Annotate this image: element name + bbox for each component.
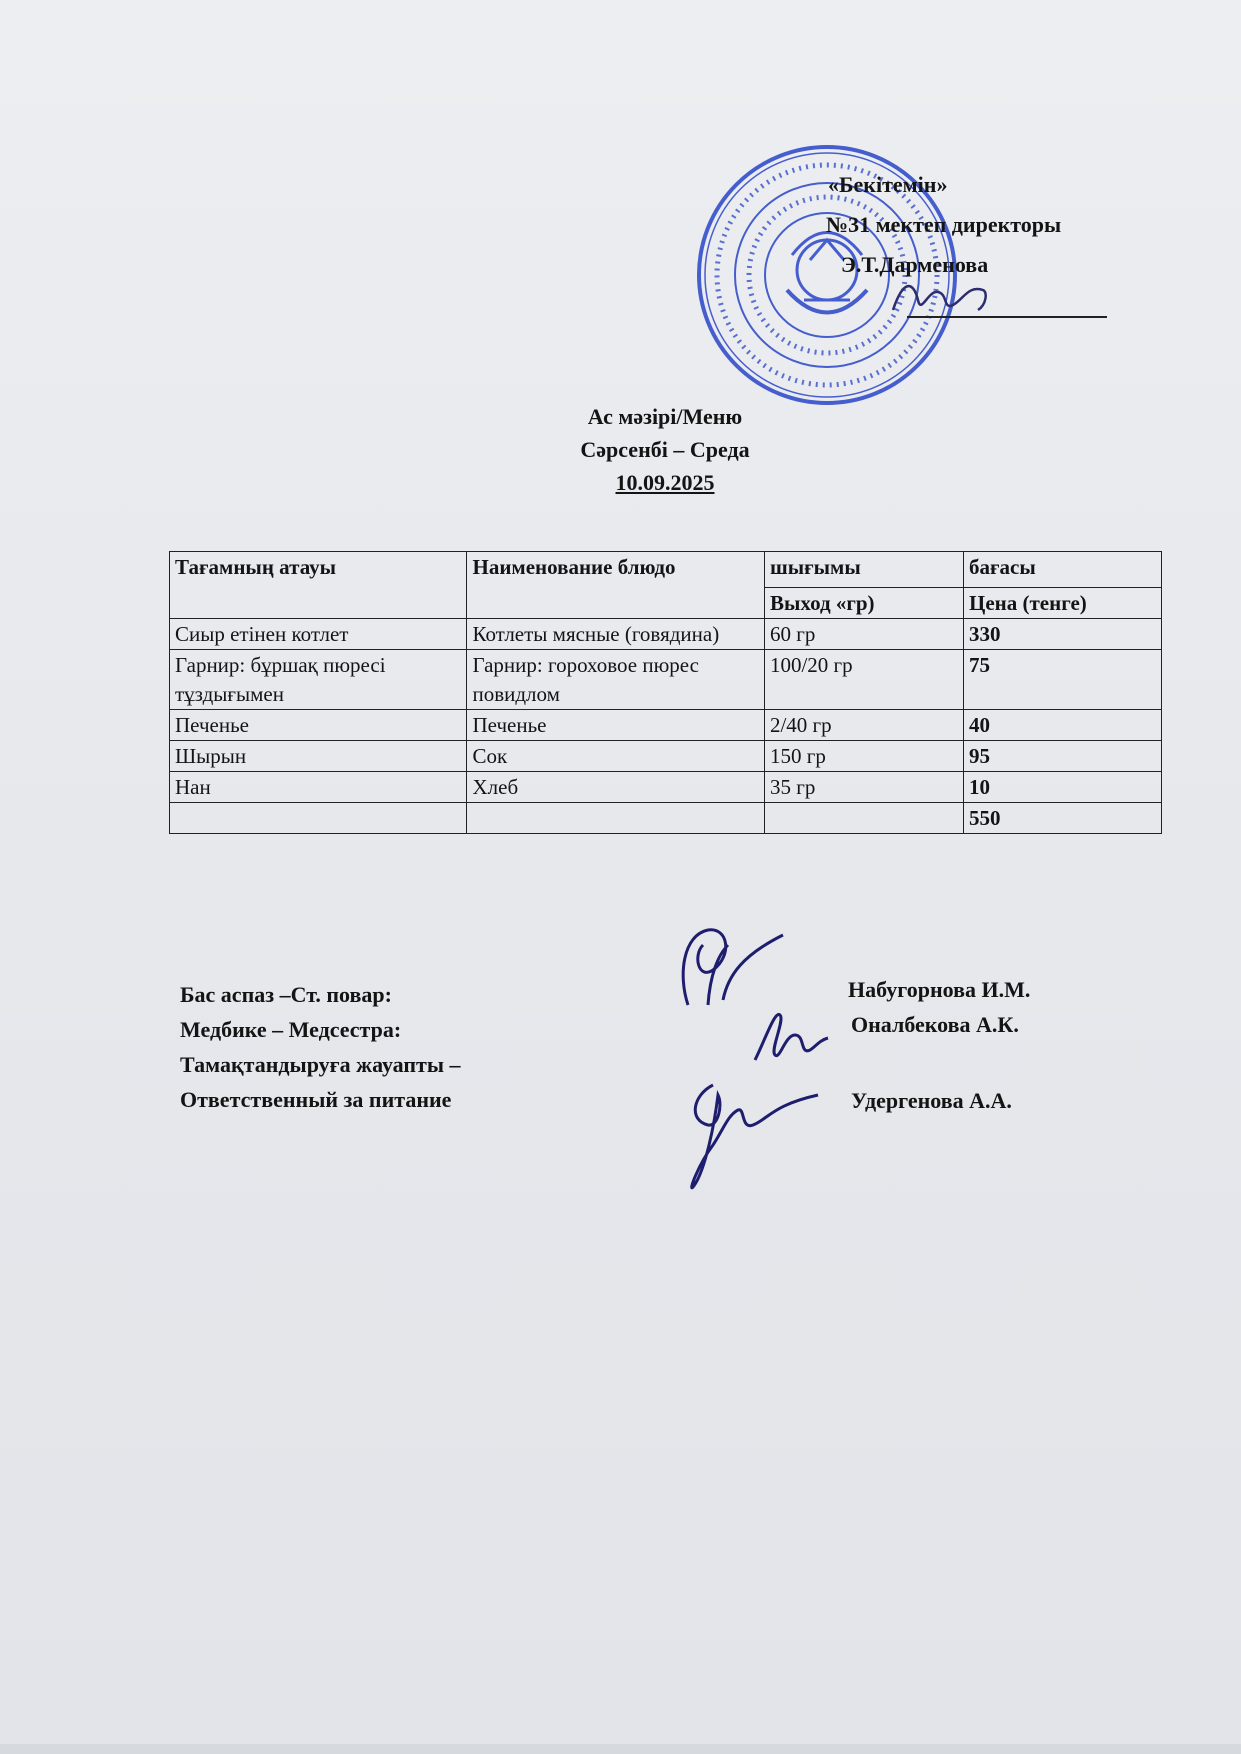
cell-yield: 2/40 гр	[764, 710, 963, 741]
responsible-label-ru: Ответственный за питание	[180, 1087, 452, 1112]
responsible-signature	[683, 1075, 823, 1195]
cell-price: 95	[963, 741, 1161, 772]
approval-title: «Бекітемін»	[828, 172, 948, 197]
header-price-kz: бағасы	[963, 552, 1161, 588]
cell-ru-name: Гарнир: гороховое пюрес повидлом	[467, 650, 764, 710]
cell-ru-name: Хлеб	[467, 772, 764, 803]
approval-director-name: Э.Т.Дарменова	[841, 252, 989, 277]
menu-title-block	[500, 400, 830, 499]
nurse-signature	[750, 1000, 830, 1070]
table-total-row	[170, 803, 1162, 834]
cell-price: 330	[963, 619, 1161, 650]
cell-price: 40	[963, 710, 1161, 741]
nurse-name: Оналбекова А.К.	[851, 1012, 1019, 1037]
staff-labels	[180, 977, 570, 1117]
cell-ru-name: Печенье	[467, 710, 764, 741]
cell-kz-name: Сиыр етінен котлет	[170, 619, 467, 650]
cell-yield: 35 гр	[764, 772, 963, 803]
cell-yield: 60 гр	[764, 619, 963, 650]
cell-empty	[467, 803, 764, 834]
menu-title: Ас мәзірі/Меню	[587, 404, 743, 429]
table-row	[170, 741, 1162, 772]
cell-kz-name: Шырын	[170, 741, 467, 772]
menu-table	[169, 551, 1162, 834]
responsible-name: Удергенова А.А.	[851, 1088, 1012, 1113]
cell-kz-name: Нан	[170, 772, 467, 803]
menu-day: Сәрсенбі – Среда	[580, 437, 750, 462]
cell-ru-name: Котлеты мясные (говядина)	[467, 619, 764, 650]
cell-kz-name: Печенье	[170, 710, 467, 741]
nurse-label: Медбике – Медсестра:	[180, 1017, 402, 1042]
director-signature	[888, 270, 998, 330]
table-row	[170, 710, 1162, 741]
approval-position: №31 мектеп директоры	[826, 212, 1062, 237]
cell-price: 75	[963, 650, 1161, 710]
cell-yield: 100/20 гр	[764, 650, 963, 710]
page-bottom-edge	[0, 1744, 1241, 1754]
cell-ru-name: Сок	[467, 741, 764, 772]
menu-date: 10.09.2025	[615, 470, 715, 495]
header-ru-name: Наименование блюдо	[467, 552, 764, 619]
cell-kz-name: Гарнир: бұршақ пюресі тұздығымен	[170, 650, 467, 710]
table-row	[170, 619, 1162, 650]
chef-name: Набугорнова И.М.	[848, 977, 1031, 1002]
cell-total: 550	[963, 803, 1161, 834]
approval-block	[828, 165, 1168, 285]
cell-empty	[764, 803, 963, 834]
table-row	[170, 650, 1162, 710]
table-header-row	[170, 552, 1162, 588]
header-yield-ru: Выход «гр)	[764, 588, 963, 619]
cell-yield: 150 гр	[764, 741, 963, 772]
chef-label: Бас аспаз –Ст. повар:	[180, 982, 392, 1007]
responsible-label-kz: Тамақтандыруға жауапты –	[180, 1052, 461, 1077]
header-price-ru: Цена (тенге)	[963, 588, 1161, 619]
header-kz-name: Тағамның атауы	[170, 552, 467, 619]
cell-empty	[170, 803, 467, 834]
cell-price: 10	[963, 772, 1161, 803]
header-yield-kz: шығымы	[764, 552, 963, 588]
table-row	[170, 772, 1162, 803]
